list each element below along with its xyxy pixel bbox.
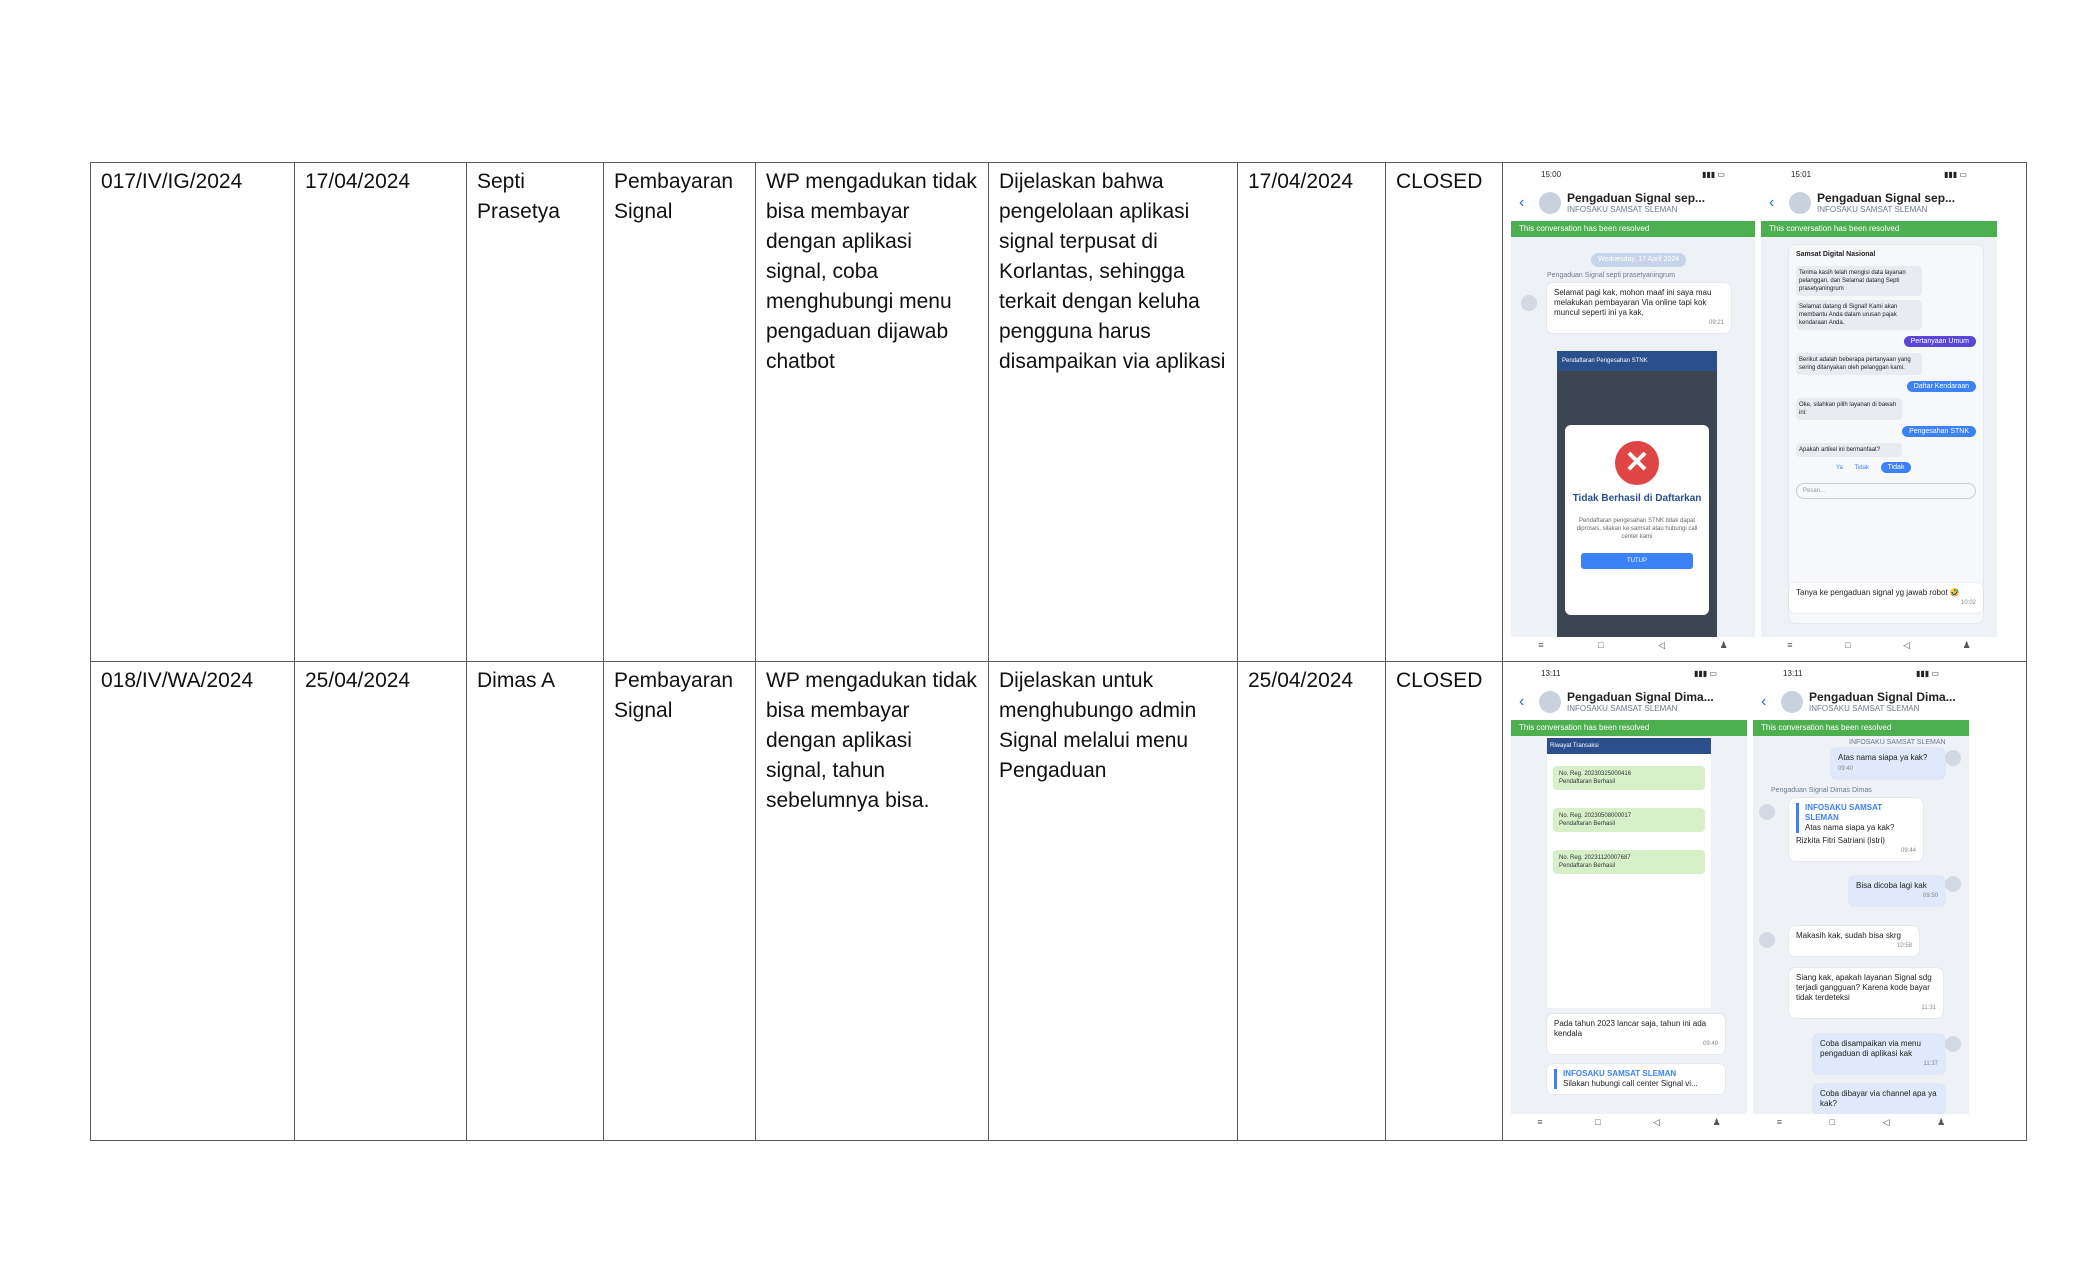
cell-aduan: WP mengadukan tidak bisa membayar dengan aplikasi signal, coba menghubungi menu pengaduan dijawab chatbot: [756, 163, 989, 662]
message-time: 11:31: [1921, 1005, 1936, 1011]
signal-icon: ▮▮▮ ▭: [1916, 669, 1939, 678]
back-icon: ◁: [1882, 1117, 1890, 1127]
cell-status: CLOSED: [1386, 163, 1503, 662]
bot-message: Selamat datang di Signal! Kami akan membantu Anda dalam urusan pajak kendaraan Anda.: [1796, 300, 1922, 330]
reg-number: No. Reg. 20230325000416: [1559, 771, 1632, 777]
cell-tanggal-selesai: 17/04/2024: [1238, 163, 1386, 662]
message-bubble: [1831, 748, 1945, 779]
message-bubble: [1547, 283, 1731, 333]
message-text: Coba disampaikan via menu pengaduan di aplikasi kak: [1820, 1039, 1921, 1058]
message-text: Makasih kak, sudah bisa skrg: [1796, 931, 1901, 940]
avatar: [1945, 876, 1961, 892]
chat-title: Pengaduan Signal sep...: [1817, 191, 1956, 205]
message-time: 10:02: [1960, 600, 1976, 606]
message-time: 09:49: [1702, 1041, 1718, 1047]
message-text: Tanya ke pengaduan signal yg jawab robot 🤣: [1796, 588, 1960, 597]
message-time: 09:40: [1838, 766, 1854, 772]
message-text: Pada tahun 2023 lancar saja, tahun ini ada kendala: [1554, 1019, 1707, 1038]
bot-message: Terima kasih telah mengisi data layanan pelanggan, dan Selamat datang Septi prasetyaningrum: [1796, 266, 1922, 296]
cell-aduan: WP mengadukan tidak bisa membayar dengan aplikasi signal, tahun sebelumnya bisa.: [756, 662, 989, 1141]
sender-name: INFOSAKU SAMSAT SLEMAN: [1849, 739, 1946, 746]
message-bubble: [1813, 1084, 1945, 1114]
menu-icon: ≡: [1537, 1117, 1543, 1127]
message-time: 09:50: [1922, 893, 1938, 899]
quote-text: Atas nama siapa ya kak?: [1805, 823, 1895, 832]
sender-name: Pengaduan Signal Dimas Dimas: [1771, 787, 1872, 794]
avatar: [1945, 750, 1961, 766]
message-text: Siang kak, apakah layanan Signal sdg terjadi gangguan? Karena kode bayar tidak terdeteksi: [1796, 973, 1932, 1002]
sender-name: Pengaduan Signal septi prasetyaningrum: [1547, 272, 1676, 279]
chat-subtitle: INFOSAKU SAMSAT SLEMAN: [1817, 204, 1928, 214]
message-time: 09:44: [1900, 848, 1916, 854]
menu-icon: ≡: [1787, 640, 1793, 650]
embedded-chat: [1789, 245, 1983, 623]
resolved-banner: This conversation has been resolved: [1511, 720, 1747, 736]
close-modal-button: TUTUP: [1581, 553, 1693, 569]
cell-status: CLOSED: [1386, 662, 1503, 1141]
person-icon: ♟: [1719, 640, 1728, 650]
resolved-banner: This conversation has been resolved: [1753, 720, 1969, 736]
back-arrow-icon: ‹: [1519, 693, 1525, 710]
chat-screenshot: [1753, 664, 1969, 1130]
home-icon: □: [1845, 640, 1851, 650]
avatar: [1945, 1036, 1961, 1052]
home-icon: □: [1595, 1117, 1601, 1127]
cell-kategori: Pembayaran Signal: [604, 662, 756, 1141]
message-text: Selamat pagi kak, mohon maaf ini saya mau melakukan pembayaran Via online tapi kok muncul seperti ini ya kak,: [1554, 288, 1712, 317]
transaction-card: [1553, 808, 1705, 832]
table-row: [91, 662, 2027, 1141]
status-bar: [1511, 165, 1755, 185]
back-arrow-icon: ‹: [1519, 194, 1525, 211]
avatar: [1539, 691, 1561, 713]
avatar: [1521, 295, 1537, 311]
avatar: [1759, 932, 1775, 948]
cell-tanggal-selesai: 25/04/2024: [1238, 662, 1386, 1141]
quote-title: INFOSAKU SAMSAT SLEMAN: [1805, 803, 1883, 822]
app-header: Pendaftaran Pengesahan STNK: [1557, 351, 1717, 371]
resolved-banner: This conversation has been resolved: [1761, 221, 1997, 237]
person-icon: ♟: [1962, 640, 1971, 650]
error-x-icon: ✕: [1615, 441, 1659, 485]
message-bubble: [1813, 1034, 1945, 1074]
status-time: 15:01: [1791, 170, 1812, 179]
option-chip: Pengesahan STNK: [1902, 426, 1976, 437]
nav-bar: [1753, 1114, 1969, 1130]
nav-bar: [1761, 637, 1997, 653]
status-time: 13:11: [1541, 669, 1561, 678]
transaction-card: [1553, 766, 1705, 790]
chat-title: Pengaduan Signal sep...: [1567, 191, 1706, 205]
message-text: Rizkita Fitri Satriani (istri): [1796, 836, 1885, 845]
message-time: 09:21: [1708, 320, 1724, 326]
cell-tanggal: 17/04/2024: [295, 163, 467, 662]
reg-number: No. Reg. 20230508000017: [1559, 813, 1632, 819]
chat-title: Pengaduan Signal Dima...: [1567, 690, 1714, 704]
cell-evidence: [1503, 662, 2027, 1141]
transaction-card: [1553, 850, 1705, 874]
bot-name: Samsat Digital Nasional: [1796, 251, 1876, 258]
message-bubble: [1789, 926, 1919, 956]
option-chip: Pertanyaan Umum: [1904, 336, 1976, 347]
avatar: [1539, 192, 1561, 214]
home-icon: □: [1598, 640, 1604, 650]
chat-screenshot: [1761, 165, 1997, 653]
back-icon: ◁: [1653, 1117, 1661, 1127]
message-input: Pesan...: [1796, 483, 1976, 499]
signal-icon: ▮▮▮ ▭: [1944, 170, 1967, 179]
chat-header: [1761, 185, 1997, 221]
message-text: Coba dibayar via channel apa ya kak?: [1820, 1089, 1937, 1108]
home-icon: □: [1829, 1117, 1836, 1127]
card-status: Pendaftaran Berhasil: [1559, 779, 1616, 785]
option-chip: Tidak: [1881, 462, 1912, 473]
modal-text: Pendaftaran pengesahan STNK tidak dapat diproses, silakan ke samsat atau hubungi call center kami: [1576, 518, 1698, 540]
complaint-table: [90, 162, 2027, 1141]
error-screenshot: [1557, 351, 1717, 641]
chat-subtitle: INFOSAKU SAMSAT SLEMAN: [1567, 703, 1678, 713]
message-bubble: [1789, 798, 1923, 861]
cell-no: 017/IV/IG/2024: [91, 163, 295, 662]
app-header: Riwayat Transaksi: [1547, 738, 1711, 754]
cell-tindak-lanjut: Dijelaskan untuk menghubungo admin Signal melalui menu Pengaduan: [989, 662, 1238, 1141]
status-bar: [1761, 165, 1997, 185]
nav-bar: [1511, 1114, 1747, 1130]
chat-header: [1511, 185, 1755, 221]
signal-icon: ▮▮▮ ▭: [1694, 669, 1717, 678]
status-time: 15:00: [1541, 170, 1562, 179]
menu-icon: ≡: [1538, 640, 1544, 650]
back-icon: ◁: [1658, 640, 1666, 650]
menu-icon: ≡: [1776, 1117, 1783, 1127]
chat-subtitle: INFOSAKU SAMSAT SLEMAN: [1567, 204, 1678, 214]
cell-nama: Septi Prasetya: [467, 163, 604, 662]
chat-screenshot: [1511, 165, 1755, 653]
resolved-banner: This conversation has been resolved: [1511, 221, 1755, 237]
person-icon: ♟: [1712, 1117, 1721, 1127]
message-bubble: [1849, 876, 1945, 906]
chat-title: Pengaduan Signal Dima...: [1809, 690, 1956, 704]
quote-title: INFOSAKU SAMSAT SLEMAN: [1563, 1069, 1677, 1078]
cell-evidence: [1503, 163, 2027, 662]
chat-header: [1511, 684, 1747, 720]
cell-tindak-lanjut: Dijelaskan bahwa pengelolaan aplikasi signal terpusat di Korlantas, sehingga terkait dengan keluha pengguna harus disampaikan via aplikasi: [989, 163, 1238, 662]
quote-text: Silakan hubungi call center Signal vi...: [1563, 1079, 1698, 1088]
cell-no: 018/IV/WA/2024: [91, 662, 295, 1141]
chat-screenshot: [1511, 664, 1747, 1130]
signal-icon: ▮▮▮ ▭: [1702, 170, 1725, 179]
message-time: 10:58: [1896, 943, 1912, 949]
chat-header: [1753, 684, 1969, 720]
option-chip: Tidak: [1854, 465, 1869, 471]
table-row: [91, 163, 2027, 662]
chat-subtitle: INFOSAKU SAMSAT SLEMAN: [1809, 703, 1920, 713]
bot-message: Oke, silahkan pilih layanan di bawah ini:: [1796, 398, 1902, 420]
nav-bar: [1511, 637, 1755, 653]
message-bubble: [1547, 1014, 1725, 1054]
cell-tanggal: 25/04/2024: [295, 662, 467, 1141]
option-chip: Ya: [1836, 465, 1843, 471]
message-bubble: [1789, 583, 1983, 613]
option-chip: Daftar Kendaraan: [1907, 381, 1976, 392]
back-arrow-icon: ‹: [1761, 693, 1767, 710]
message-bubble: [1547, 1064, 1725, 1094]
avatar: [1781, 691, 1803, 713]
bot-message: Apakah artikel ini bermanfaat?: [1796, 443, 1902, 457]
date-chip: Wednesday, 17 April 2024: [1591, 253, 1686, 267]
cell-nama: Dimas A: [467, 662, 604, 1141]
message-bubble: [1789, 968, 1943, 1018]
avatar: [1789, 192, 1811, 214]
error-modal: [1565, 425, 1709, 615]
back-arrow-icon: ‹: [1769, 194, 1775, 211]
message-text: Atas nama siapa ya kak?: [1838, 753, 1928, 762]
cell-kategori: Pembayaran Signal: [604, 163, 756, 662]
transaction-screenshot: [1547, 738, 1711, 1008]
card-status: Pendaftaran Berhasil: [1559, 863, 1616, 869]
status-bar: [1753, 664, 1969, 684]
reg-number: No. Reg. 20231120007687: [1559, 855, 1631, 861]
back-icon: ◁: [1903, 640, 1911, 650]
status-bar: [1511, 664, 1747, 684]
message-text: Bisa dicoba lagi kak: [1856, 881, 1927, 890]
message-time: 11:37: [1923, 1061, 1938, 1067]
bot-message: Berikut adalah beberapa pertanyaan yang sering ditanyakan oleh pelanggan kami.: [1796, 353, 1922, 375]
modal-title: Tidak Berhasil di Daftarkan: [1572, 493, 1702, 504]
avatar: [1759, 804, 1775, 820]
status-time: 13:11: [1783, 669, 1803, 678]
person-icon: ♟: [1937, 1117, 1946, 1127]
card-status: Pendaftaran Berhasil: [1559, 821, 1616, 827]
